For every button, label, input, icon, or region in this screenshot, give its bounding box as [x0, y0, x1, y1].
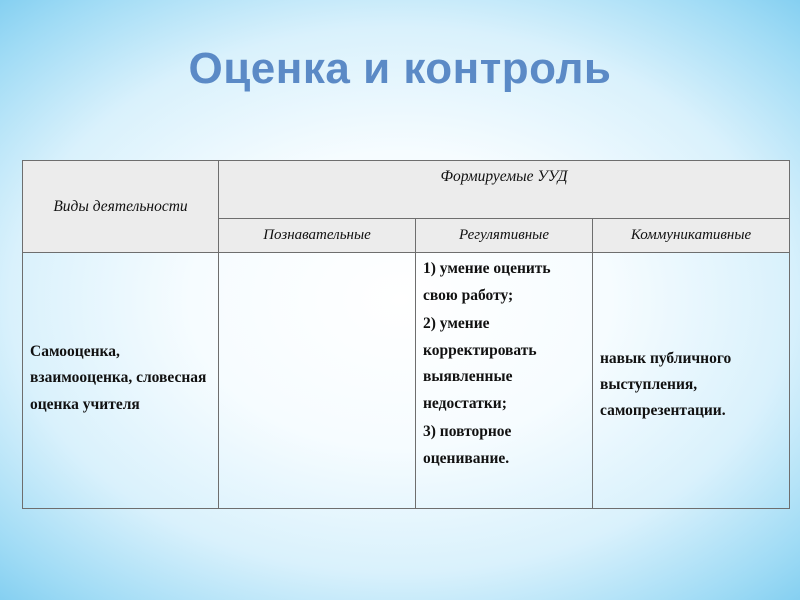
regulatory-cell	[416, 253, 593, 509]
header-regulatory-cell	[416, 219, 593, 253]
header-communicative-cell	[593, 219, 790, 253]
header-cognitive-cell	[219, 219, 416, 253]
header-communicative: Коммуникативные	[630, 227, 752, 243]
communicative-text: навык публичного выступления, самопрезентации.	[600, 349, 732, 419]
slide-title: Оценка и контроль	[188, 44, 612, 93]
communicative-cell	[593, 253, 790, 509]
header-cognitive: Познавательные	[263, 227, 371, 243]
activity-cell	[23, 253, 219, 509]
header-activities: Виды деятельности	[53, 197, 188, 215]
regulatory-item-3: 3) повторное оценивание.	[423, 423, 512, 467]
header-activities-cell	[23, 161, 219, 253]
header-formed-uud: Формируемые УУД	[440, 168, 568, 185]
header-regulatory: Регулятивные	[459, 227, 549, 243]
regulatory-item-1: 1) умение оценить свою работу;	[423, 260, 551, 304]
uud-table	[22, 160, 790, 509]
regulatory-item-2: 2) умение корректировать выявленные недостатки;	[423, 315, 537, 412]
activity-text: Самооценка, взаимооценка, словесная оценка учителя	[30, 342, 207, 413]
cognitive-cell	[219, 253, 416, 509]
header-formed-uud-cell	[219, 161, 790, 219]
regulatory-list	[416, 253, 592, 472]
